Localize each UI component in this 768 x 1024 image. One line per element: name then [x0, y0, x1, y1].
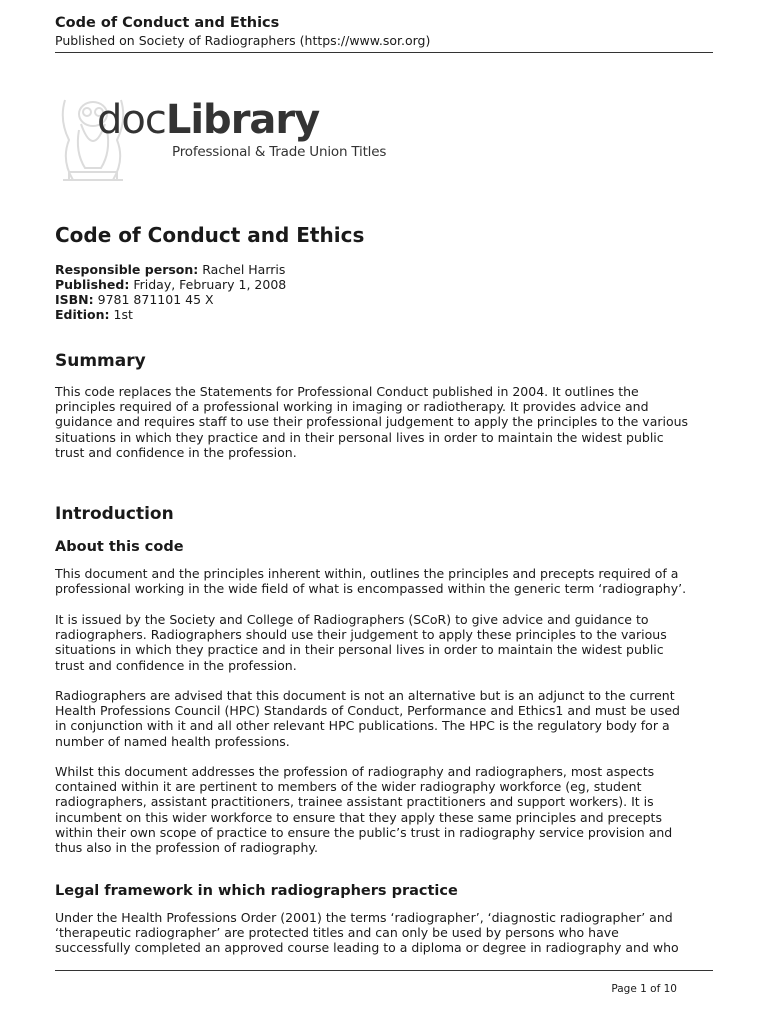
text-line: Radiographers are advised that this document is not an alternative but is an adjunct to the current [55, 688, 675, 703]
meta-label: Published: [55, 277, 130, 292]
running-header-source: Published on Society of Radiographers (https://www.sor.org) [55, 33, 431, 48]
intro-paragraph-1 [55, 566, 713, 596]
legal-framework-paragraph [55, 910, 713, 956]
meta-published [55, 277, 286, 292]
header-divider [55, 52, 713, 53]
meta-edition [55, 307, 286, 322]
text-line: This document and the principles inherent within, outlines the principles and precepts required of a [55, 566, 679, 581]
legal-framework-heading: Legal framework in which radiographers practice [55, 883, 458, 899]
meta-value: 9781 871101 45 X [97, 292, 214, 307]
page-number: Page 1 of 10 [611, 983, 677, 995]
logo-wordmark [97, 96, 319, 144]
about-code-heading: About this code [55, 539, 184, 555]
text-line: contained within it are pertinent to members of the wider radiography workforce (eg, student [55, 779, 642, 795]
text-line: situations in which they practice and in their personal lives in order to maintain the widest public [55, 429, 664, 445]
intro-paragraph-2 [55, 612, 713, 673]
meta-label: Responsible person: [55, 262, 199, 277]
text-line: Health Professions Council (HPC) Standards of Conduct, Performance and Ethics1 and must be used [55, 703, 680, 719]
text-line: professional working in the wide field of what is encompassed within the generic term ‘radiography’. [55, 581, 687, 597]
text-line: This code replaces the Statements for Professional Conduct published in 2004. It outlines the [55, 384, 639, 399]
meta-isbn [55, 292, 286, 307]
meta-value: 1st [113, 307, 133, 322]
document-meta [55, 262, 286, 322]
summary-heading: Summary [55, 351, 146, 371]
logo-word-library: Library [165, 97, 320, 143]
text-line: Under the Health Professions Order (2001) the terms ‘radiographer’, ‘diagnostic radiographer’ and [55, 910, 673, 925]
running-header-title: Code of Conduct and Ethics [55, 15, 280, 31]
text-line: incumbent on this wider workforce to ensure that they apply these same principles and precepts [55, 809, 662, 825]
text-line: within their own scope of practice to ensure the public’s trust in radiography service provision and [55, 824, 673, 840]
text-line: successfully completed an approved course leading to a diploma or degree in radiography and who [55, 940, 679, 956]
text-line: trust and confidence in the profession. [55, 444, 297, 460]
logo-tagline: Professional & Trade Union Titles [172, 144, 387, 160]
text-line: in conjunction with it and all other relevant HPC publications. The HPC is the regulatory body for a [55, 718, 670, 734]
text-line: thus also in the profession of radiography. [55, 840, 318, 856]
meta-value: Friday, February 1, 2008 [133, 277, 287, 292]
intro-paragraph-3 [55, 688, 713, 749]
introduction-heading: Introduction [55, 504, 174, 524]
logo-word-doc: doc [97, 97, 166, 143]
text-line: number of named health professions. [55, 733, 290, 749]
text-line: principles required of a professional working in imaging or radiotherapy. It provides advice and [55, 399, 649, 415]
meta-label: ISBN: [55, 292, 94, 307]
text-line: Whilst this document addresses the profession of radiography and radiographers, most aspects [55, 764, 655, 779]
document-title: Code of Conduct and Ethics [55, 223, 365, 247]
doclibrary-logo [55, 80, 415, 190]
text-line: trust and confidence in the profession. [55, 657, 297, 673]
summary-paragraph [55, 384, 713, 460]
document-page [55, 0, 713, 1024]
text-line: radiographers, assistant practitioners, trainee assistant practitioners and support workers). It is [55, 794, 654, 810]
text-line: ‘therapeutic radiographer’ are protected titles and can only be used by persons who have [55, 925, 619, 941]
text-line: It is issued by the Society and College of Radiographers (SCoR) to give advice and guidance to [55, 612, 649, 627]
meta-label: Edition: [55, 307, 110, 322]
running-header [55, 14, 713, 49]
meta-responsible [55, 262, 286, 277]
text-line: situations in which they practice and in their personal lives in order to maintain the widest public [55, 642, 664, 658]
meta-value: Rachel Harris [202, 262, 286, 277]
text-line: radiographers. Radiographers should use their judgement to apply these principles to the various [55, 627, 667, 643]
intro-paragraph-4 [55, 764, 713, 855]
footer-divider [55, 970, 713, 971]
text-line: guidance and requires staff to use their professional judgement to apply the principles to the various [55, 414, 689, 430]
